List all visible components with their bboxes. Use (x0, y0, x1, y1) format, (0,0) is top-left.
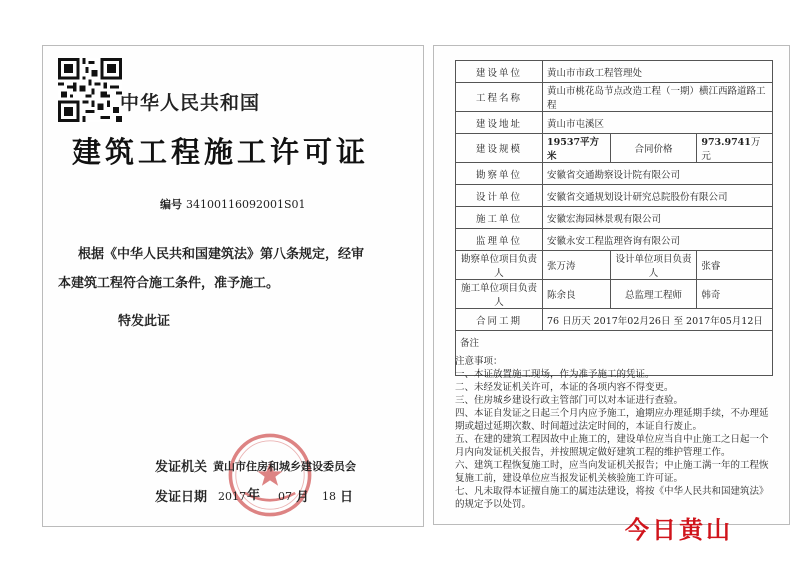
table-row (456, 134, 773, 163)
issue-date-day-char: 日 (340, 490, 354, 505)
project-name-value: 黄山市桃花岛节点改造工程（一期）横江西路道路工程 (543, 83, 773, 112)
note-line: 月内向发证机关报告，并按照规定做好建筑工程的维护管理工作。 (455, 447, 731, 458)
note-line: 二、未经发证机关许可，本证的各项内容不得变更。 (455, 382, 674, 393)
design-pm-value: 张睿 (697, 251, 773, 280)
contract-price-label: 合同价格 (610, 134, 697, 163)
permit-number-value: 34100116092001S01 (186, 198, 306, 211)
table-row (456, 61, 773, 83)
permit-body-line-2: 本建筑工程符合施工条件，准予施工。 (58, 276, 280, 291)
note-line: 五、在建的建筑工程因故中止施工的，建设单位应当自中止施工之日起一个 (455, 434, 769, 445)
note-line: 四、本证自发证之日起三个月内应予施工，逾期应办理延期手续，不办理延 (455, 408, 769, 419)
survey-unit-label: 勘察单位 (456, 163, 543, 185)
survey-unit-value: 安徽省交通勘察设计院有限公司 (543, 163, 773, 185)
chief-supervisor-value: 韩奇 (697, 280, 773, 309)
construction-unit-value: 黄山市市政工程管理处 (543, 61, 773, 83)
builder-unit-value: 安徽宏海园林景观有限公司 (543, 207, 773, 229)
notes-section (455, 355, 773, 511)
table-row (456, 185, 773, 207)
table-row (456, 280, 773, 309)
table-row (456, 229, 773, 251)
site-label: 建设地址 (456, 112, 543, 134)
scale-value: 19537平方米 (543, 134, 611, 163)
scale-label: 建设规模 (456, 134, 543, 163)
issue-date-month-char: 月 (296, 490, 310, 505)
issue-date-year-char: 年 (247, 488, 261, 503)
notes-title: 注意事项： (455, 356, 503, 367)
issue-date-label: 发证日期 (155, 490, 208, 505)
note-line: 七、凡未取得本证擅自施工的属违法建设，将按《中华人民共和国建筑法》 (455, 486, 769, 497)
table-row (456, 163, 773, 185)
permit-title: 建筑工程施工许可证 (72, 135, 370, 169)
chief-supervisor-label: 总监理工程师 (610, 280, 697, 309)
duration-label: 合同工期 (456, 309, 543, 331)
contract-price-unit: 万元 (701, 137, 761, 162)
contract-price-value: 973.9741 (701, 137, 751, 148)
project-name-label: 工程名称 (456, 83, 543, 112)
issue-date-year: 2017 (218, 490, 246, 503)
note-line: 期或超过延期次数、时间超过法定时间的，本证自行废止。 (455, 421, 703, 432)
note-line: 复施工前，建设单位应当报发证机关核验施工许可证。 (455, 473, 684, 484)
permit-body-line-1: 根据《中华人民共和国建筑法》第八条规定，经审 (78, 247, 365, 262)
design-pm-label: 设计单位项目负责人 (610, 251, 697, 280)
note-line: 一、本证放置施工现场，作为准予施工的凭证。 (455, 369, 655, 380)
table-row (456, 207, 773, 229)
project-info-table (455, 60, 773, 376)
note-line: 六、建筑工程恢复施工时，应当向发证机关报告；中止施工满一年的工程恢 (455, 460, 769, 471)
design-unit-label: 设计单位 (456, 185, 543, 207)
construction-unit-label: 建设单位 (456, 61, 543, 83)
issue-date-month: 07 (278, 490, 292, 503)
site-value: 黄山市屯溪区 (543, 112, 773, 134)
survey-pm-value: 张万涛 (543, 251, 611, 280)
builder-pm-label: 施工单位项目负责人 (456, 280, 543, 309)
source-watermark: 今日黄山 (625, 515, 733, 544)
permit-number-label: 编号 (160, 198, 182, 211)
contract-price-cell (697, 134, 773, 163)
country-name: 中华人民共和国 (120, 92, 261, 114)
survey-pm-label: 勘察单位项目负责人 (456, 251, 543, 280)
supervisor-unit-value: 安徽永安工程监理咨询有限公司 (543, 229, 773, 251)
official-seal-stamp (225, 430, 315, 520)
issuer-name: 黄山市住房和城乡建设委员会 (213, 460, 356, 473)
table-row (456, 112, 773, 134)
duration-value: 76 日历天 2017年02月26日 至 2017年05月12日 (543, 309, 773, 331)
qr-code (58, 58, 122, 122)
note-line: 三、住房城乡建设行政主管部门可以对本证进行查验。 (455, 395, 684, 406)
issuer-label: 发证机关 (155, 460, 208, 475)
table-row (456, 309, 773, 331)
remarks-label: 备注 (460, 338, 480, 349)
supervisor-unit-label: 监理单位 (456, 229, 543, 251)
note-line: 的规定予以处罚。 (455, 499, 532, 510)
issue-date-day: 18 (322, 490, 336, 503)
table-row (456, 251, 773, 280)
permit-number (160, 196, 306, 212)
table-row (456, 83, 773, 112)
design-unit-value: 安徽省交通规划设计研究总院股份有限公司 (543, 185, 773, 207)
builder-unit-label: 施工单位 (456, 207, 543, 229)
builder-pm-value: 陈余良 (543, 280, 611, 309)
special-issue-note: 特发此证 (118, 314, 171, 329)
